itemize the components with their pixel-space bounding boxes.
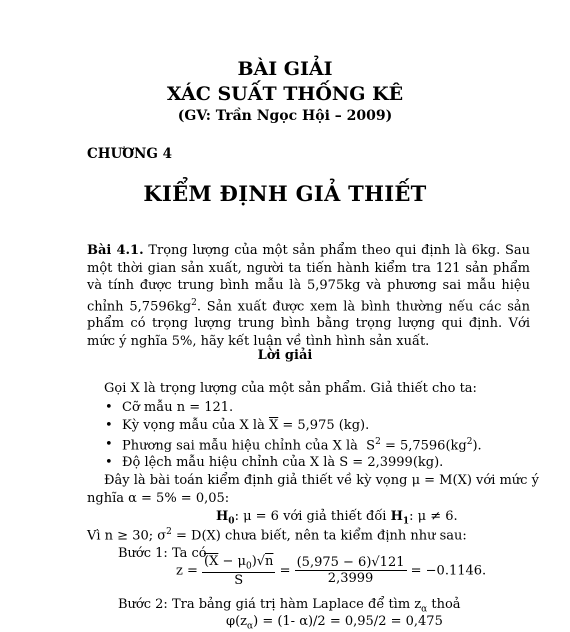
problem-text-sup: 2 (191, 297, 197, 308)
doc-title-1: BÀI GIẢI (237, 58, 333, 80)
z-formula: z = $\frac{(X - \mu_0)√n}{S}$ = $\frac{(5,975 - 6)√121}{2,3999}$ = −0.1146. (176, 554, 487, 588)
solution-intro: Gọi X là trọng lượng của một sản phẩm. Giả thiết cho ta: (104, 381, 477, 396)
step-1-label: Bước 1: Ta có (118, 546, 207, 561)
chapter-heading: KIỂM ĐỊNH GIẢ THIẾT (143, 181, 427, 206)
problem-text: Trọng lượng của một sản phẩm theo qui định là 6kg. Sau một thời gian sản xuất, người ta tiến hành kiểm tra 121 sản phẩm và tính được trung bình mẫu là 5,975kg và phương sai mẫu hiệu chỉnh 5,7596kg (87, 243, 530, 314)
since-line: Vì n ≥ 30; $\sigma^2 = D(X)$ chưa biết, nên ta kiểm định như sau: (87, 527, 467, 544)
sample-mean-symbol: $\overline{X}$ (268, 418, 279, 433)
step-2-label: Bước 2: Tra bảng giá trị hàm Laplace để tìm $z_\alpha$ thoả (118, 597, 461, 615)
z-fraction-1: $\frac{(X - \mu_0)√n}{S}$ (204, 554, 274, 588)
problem-statement (87, 242, 530, 350)
solution-para-1b: nghĩa α = 5% = 0,05: (87, 491, 230, 506)
doc-author: (GV: Trần Ngọc Hội – 2009) (177, 108, 393, 124)
problem-text-end: . Sản xuất được xem là bình thường nếu các sản phẩm có trọng lượng trung bình bằng trọng lượng qui định. Với mức ý nghĩa 5%, hãy kết luận về tình hình sản xuất. (87, 298, 530, 349)
hypotheses: $H_0$: μ = 6 với giả thiết đối $H_1$: μ ≠ 6. (216, 509, 458, 527)
list-item: • Cỡ mẫu n = 121. (105, 400, 234, 415)
solution-heading: Lời giải (257, 348, 313, 363)
list-item: • Kỳ vọng mẫu của X là $\overline{X} = 5,975$ (kg). (105, 418, 370, 433)
phi-equation: $\varphi(z_\alpha) = (1-$ α)/2 = 0,95/2 = 0,475 (226, 614, 443, 632)
list-item: • Độ lệch mẫu hiệu chỉnh của X là S = 2,3999(kg). (105, 455, 444, 470)
problem-number: Bài 4.1. (87, 243, 144, 258)
chapter-label: CHƯƠNG 4 (87, 146, 172, 162)
z-fraction-2: $\frac{(5,975 - 6)√121}{2,3999}$ (296, 555, 405, 587)
doc-title-2: XÁC SUẤT THỐNG KÊ (166, 83, 404, 105)
list-item: • Phương sai mẫu hiệu chỉnh của X là $S^2 = 5,7596(kg^2)$. (105, 437, 482, 454)
solution-para-1: Đây là bài toán kiểm định giả thiết về kỳ vọng μ = M(X) với mức ý (104, 473, 539, 488)
